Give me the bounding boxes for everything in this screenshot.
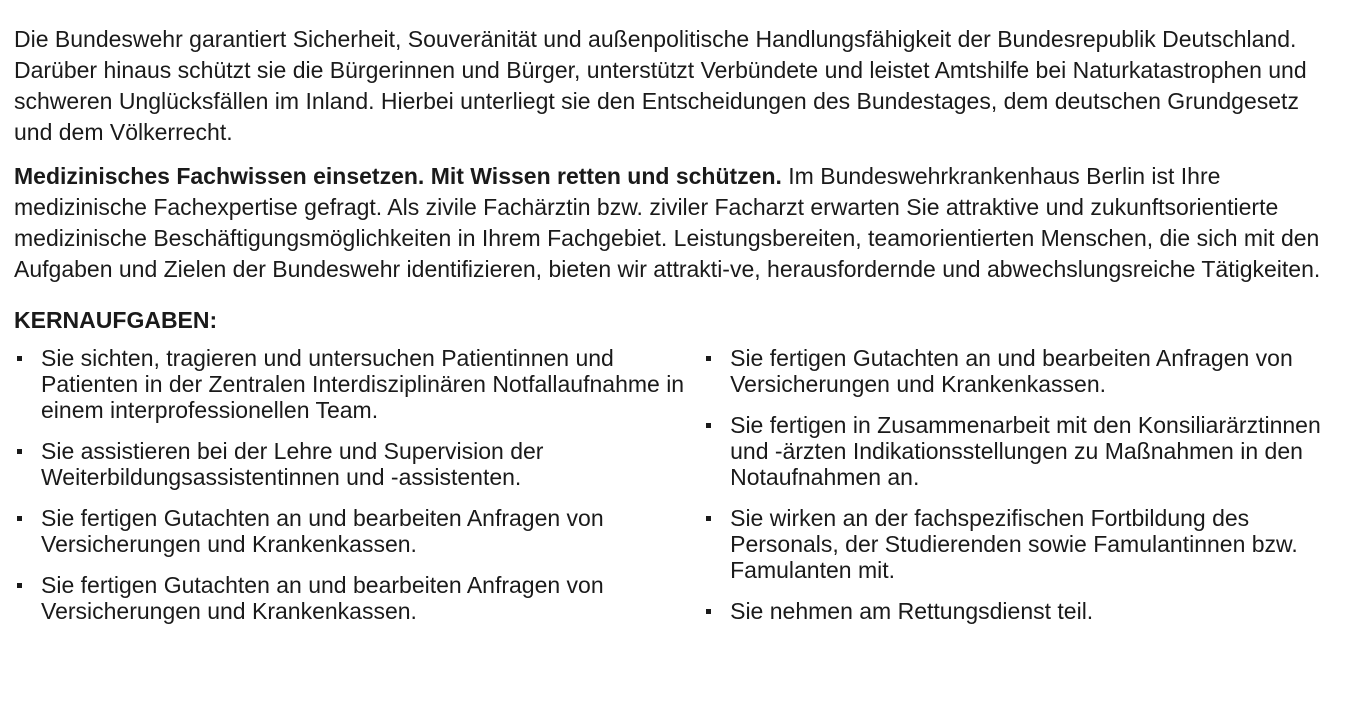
bullet-square-icon (17, 356, 22, 361)
list-item-text: Sie fertigen Gutachten an und bearbeiten Anfragen von Versicherungen und Krankenkassen. (41, 505, 604, 557)
intro-paragraph: Die Bundeswehr garantiert Sicherheit, Souveränität und außenpolitische Handlungsfähigkeit der Bundesrepublik Deutschland. Darüber hinaus schützt sie die Bürgerinnen und Bürger, unterstützt Verbündete und leistet Amtshilfe bei Naturkatastrophen und schweren Unglücksfällen im Inland. Hierbei unterliegt sie den Entscheidungen des Bundestages, dem deutschen Grundgesetz und dem Völkerrecht. (14, 26, 1307, 145)
description-text: Im Bundeswehrkrankenhaus Berlin ist Ihre medizinische Fachexpertise gefragt. Als zivile Fachärztin bzw. ziviler Facharzt erwarten Sie attraktive und zukunftsorientierte medizinische Beschäftigungsmöglichkeiten in Ihrem Fachgebiet. Leistungsbereiten, teamorientierten Menschen, die sich mit den Aufgaben und Zielen der Bundeswehr identifizieren, bieten wir attrakti-ve, herausfordernde und abwechslungsreiche Tätigkeiten. (14, 163, 1321, 282)
description-lead: Medizinisches Fachwissen einsetzen. Mit Wissen retten und schützen. (14, 163, 782, 189)
list-item-text: Sie fertigen in Zusammenarbeit mit den Konsiliarärztinnen und -ärzten Indikationsstellungen zu Maßnahmen in den Notaufnahmen an. (730, 412, 1321, 490)
list-item (17, 438, 691, 490)
list-item-text: Sie assistieren bei der Lehre und Supervision der Weiterbildungsassistentinnen und -assistenten. (41, 438, 544, 490)
list-item-text: Sie wirken an der fachspezifischen Fortbildung des Personals, der Studierenden sowie Famulantinnen bzw. Famulanten mit. (730, 505, 1298, 583)
list-item (706, 345, 1332, 397)
list-item (17, 505, 691, 557)
bullet-square-icon (706, 423, 711, 428)
bullet-square-icon (17, 449, 22, 454)
bullet-square-icon (17, 516, 22, 521)
tasks-list-left (17, 345, 691, 639)
list-item-text: Sie sichten, tragieren und untersuchen Patientinnen und Patienten in der Zentralen Interdisziplinären Notfallaufnahme in einem interprofessionellen Team. (41, 345, 685, 423)
bullet-square-icon (706, 516, 711, 521)
list-item-text: Sie nehmen am Rettungsdienst teil. (730, 598, 1094, 624)
bullet-square-icon (706, 609, 711, 614)
description-paragraph (14, 161, 1332, 285)
list-item (17, 345, 691, 423)
list-item-text: Sie fertigen Gutachten an und bearbeiten Anfragen von Versicherungen und Krankenkassen. (41, 572, 604, 624)
list-item (706, 412, 1332, 490)
tasks-columns (14, 345, 1332, 639)
bullet-square-icon (17, 583, 22, 588)
section-heading-core-tasks: KERNAUFGABEN: (14, 307, 218, 333)
list-item (17, 572, 691, 624)
bullet-square-icon (706, 356, 711, 361)
tasks-list-right (706, 345, 1332, 639)
list-item-text: Sie fertigen Gutachten an und bearbeiten Anfragen von Versicherungen und Krankenkassen. (730, 345, 1293, 397)
list-item (706, 598, 1332, 624)
list-item (706, 505, 1332, 583)
